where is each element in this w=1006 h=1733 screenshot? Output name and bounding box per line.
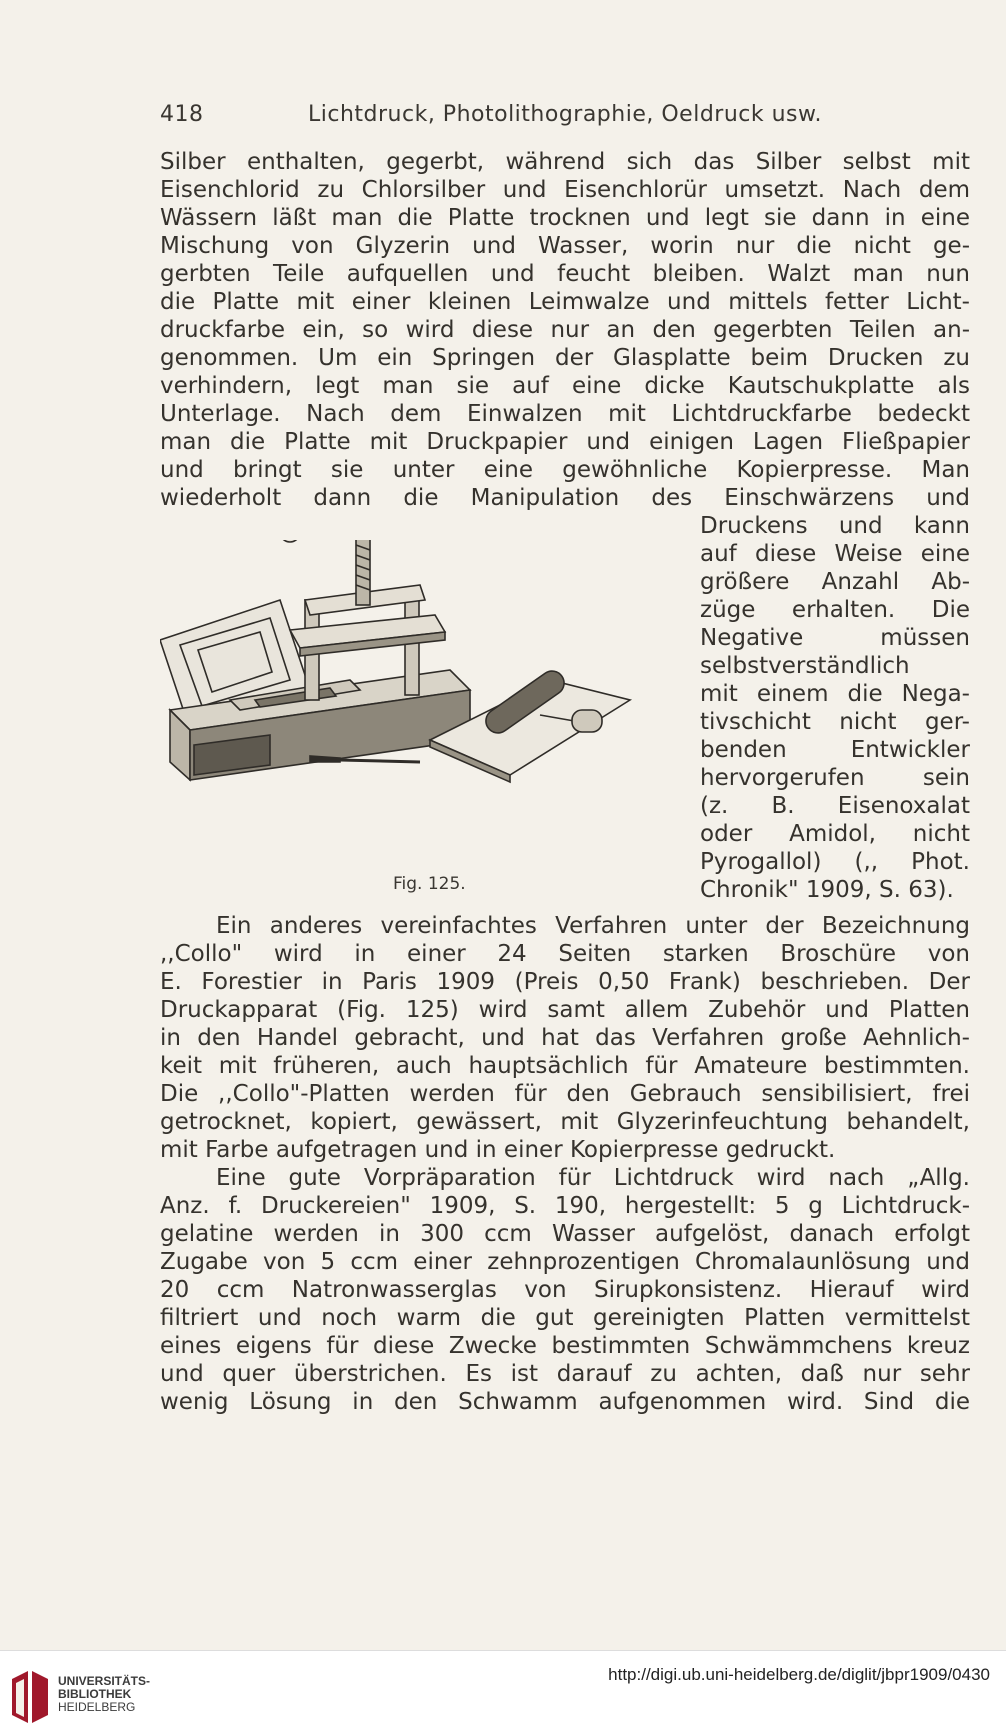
text-line: Ein anderes vereinfachtes Verfahren unter der Bezeichnung: [216, 913, 970, 939]
text-line: Druckens und kann: [700, 513, 970, 539]
text-line: in den Handel gebracht, und hat das Verfahren große Aehnlich-: [160, 1025, 970, 1051]
text-line: Eine gute Vorpräparation für Lichtdruck wird nach „Allg.: [216, 1165, 970, 1191]
figure-collo-press: [160, 540, 680, 870]
text-line: druckfarbe ein, so wird diese nur an den gegerbten Teilen an-: [160, 317, 970, 343]
text-line: Pyrogallol) (,, Phot.: [700, 849, 970, 875]
text-line: selbstverständlich: [700, 653, 910, 679]
text-line: man die Platte mit Druckpapier und einigen Lagen Fließpapier: [160, 429, 970, 455]
running-title: Lichtdruck, Photolithographie, Oeldruck usw.: [308, 102, 822, 127]
text-line: E. Forestier in Paris 1909 (Preis 0,50 Frank) beschrieben. Der: [160, 969, 970, 995]
text-line: Druckapparat (Fig. 125) wird samt allem Zubehör und Platten: [160, 997, 970, 1023]
text-line: Mischung von Glyzerin und Wasser, worin nur die nicht ge-: [160, 233, 970, 259]
press-illustration: [160, 540, 680, 870]
footer-bar: [0, 1650, 1006, 1733]
text-line: wenig Lösung in den Schwamm aufgenommen wird. Sind die: [160, 1389, 970, 1415]
text-line: filtriert und noch warm die gut gereinigten Platten vermittelst: [160, 1305, 970, 1331]
text-line: Eisenchlorid zu Chlorsilber und Eisenchlorür umsetzt. Nach dem: [160, 177, 970, 203]
text-line: Die ,,Collo"-Platten werden für den Gebrauch sensibilisiert, frei: [160, 1081, 970, 1107]
text-line: benden Entwickler: [700, 737, 970, 763]
body-text-bottom: [160, 912, 970, 1416]
text-line: eines eigens für diese Zwecke bestimmten Schwämmchens kreuz: [160, 1333, 970, 1359]
text-line: verhindern, legt man sie auf eine dicke Kautschukplatte als: [160, 373, 970, 399]
source-url-link[interactable]: http://digi.ub.uni-heidelberg.de/diglit/jbpr1909/0430: [608, 1665, 990, 1684]
text-line: hervorgerufen sein: [700, 765, 970, 791]
text-line: und quer überstrichen. Es ist darauf zu achten, daß nur sehr: [160, 1361, 970, 1387]
library-name: [58, 1675, 150, 1714]
text-line: Chronik" 1909, S. 63).: [700, 877, 954, 903]
text-line: 20 ccm Natronwasserglas von Sirupkonsistenz. Hierauf wird: [160, 1277, 970, 1303]
text-line: Wässern läßt man die Platte trocknen und legt sie dann in eine: [160, 205, 970, 231]
body-text-top: [160, 148, 970, 512]
text-line: mit Farbe aufgetragen und in einer Kopierpresse gedruckt.: [160, 1137, 836, 1163]
library-line-3: HEIDELBERG: [58, 1700, 136, 1714]
body-text-side: [700, 512, 970, 904]
text-line: genommen. Um ein Springen der Glasplatte beim Drucken zu: [160, 345, 970, 371]
text-line: gerbten Teile aufquellen und feucht bleiben. Walzt man nun: [160, 261, 970, 287]
text-line: und bringt sie unter eine gewöhnliche Kopierpresse. Man: [160, 457, 970, 483]
text-line: keit mit früheren, auch hauptsächlich für Amateure bestimmten.: [160, 1053, 970, 1079]
library-line-2: BIBLIOTHEK: [58, 1687, 132, 1701]
library-logo-icon: [10, 1669, 52, 1725]
text-line: größere Anzahl Ab-: [700, 569, 970, 595]
text-line: Anz. f. Druckereien" 1909, S. 190, hergestellt: 5 g Lichtdruck-: [160, 1193, 970, 1219]
text-line: getrocknet, kopiert, gewässert, mit Glyzerinfeuchtung behandelt,: [160, 1109, 970, 1135]
text-line: mit einem die Nega-: [700, 681, 970, 707]
figure-caption: Fig. 125.: [393, 874, 466, 894]
text-line: Zugabe von 5 ccm einer zehnprozentigen Chromalaunlösung und: [160, 1249, 970, 1275]
library-line-1: UNIVERSITÄTS-: [58, 1674, 151, 1688]
text-line: auf diese Weise eine: [700, 541, 970, 567]
text-line: züge erhalten. Die: [700, 597, 970, 623]
text-line: ,,Collo" wird in einer 24 Seiten starken Broschüre von: [160, 941, 970, 967]
text-line: Silber enthalten, gegerbt, während sich das Silber selbst mit: [160, 149, 970, 175]
text-line: tivschicht nicht ger-: [700, 709, 970, 735]
text-line: gelatine werden in 300 ccm Wasser aufgelöst, danach erfolgt: [160, 1221, 970, 1247]
page-number: 418: [160, 102, 204, 127]
text-line: oder Amidol, nicht: [700, 821, 970, 847]
text-line: Negative müssen: [700, 625, 970, 651]
text-line: (z. B. Eisenoxalat: [700, 793, 970, 819]
text-line: Unterlage. Nach dem Einwalzen mit Lichtdruckfarbe bedeckt: [160, 401, 970, 427]
text-line: wiederholt dann die Manipulation des Einschwärzens und: [160, 485, 970, 511]
text-line: die Platte mit einer kleinen Leimwalze und mittels fetter Licht-: [160, 289, 970, 315]
